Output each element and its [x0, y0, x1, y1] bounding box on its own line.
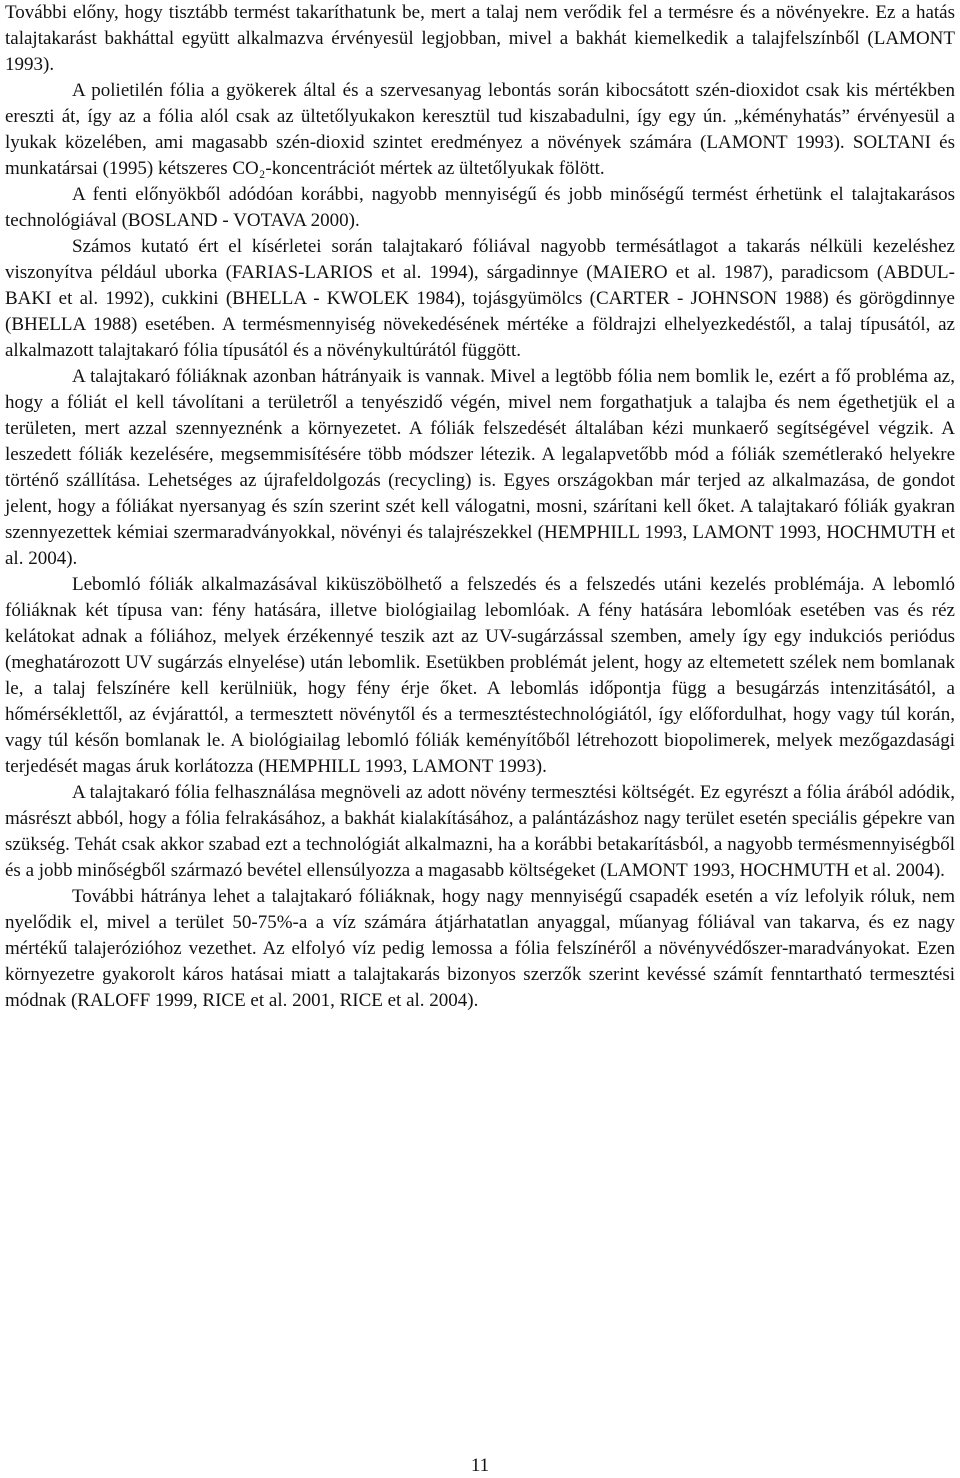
paragraph-5: A talajtakaró fóliáknak azonban hátrányaik is vannak. Mivel a legtöbb fólia nem bomlik le, ezért a fő probléma az, hogy a fóliát el kell távolítani a területről a tenyészidő végén, mivel nem forgathatjuk a talajba és nem égethetjük el a területen, mert azzal szennyeznénk a környezetet. A fóliák felszedését általában kézi munkaerő segítségével végzik. A leszedett fóliák kezelésére, megsemmisítésére több módszer létezik. A legalapvetőbb mód a fóliák szemétlerakó helyekre történő szállítása. Lehetséges az újrafeldolgozás (recycling) is. Egyes országokban már terjed az alkalmazása, de gondot jelent, hogy a fóliákat nyersanyag és szín szerint szét kell válogatni, mosni, szárítani kell őket. A talajtakaró fóliák gyakran szennyezettek kémiai szermaradványokkal, növényi és talajrészekkel (HEMPHILL 1993, LAMONT 1993, HOCHMUTH et al. 2004). [5, 366, 955, 569]
paragraph-2: A polietilén fólia a gyökerek által és a szervesanyag lebontás során kibocsátott szén-dioxidot csak kis mértékben ereszti át, így az a fólia alól csak az ültetőlyukakon keresztül tud kiszabadulni, így egy ún. „kéményhatás” érvényesül a lyukak közelében, ami magasabb szén-dioxid szintet eredményez a növények számára (LAMONT 1993). SOLTANI és munkatársai (1995) kétszeres CO₂-koncentrációt mértek az ültetőlyukak fölött. [5, 80, 955, 179]
paragraph-1: További előny, hogy tisztább termést takaríthatunk be, mert a talaj nem verődik fel a termésre és a növényekre. Ez a hatás talajtakarást bakháttal együtt alkalmazva érvényesül legjobban, mivel a bakhát kiemelkedik a talajfelszínből (LAMONT 1993). [5, 2, 955, 75]
body-text [5, 0, 955, 1014]
page-number: 11 [470, 1455, 490, 1476]
paragraph-4: Számos kutató ért el kísérletei során talajtakaró fóliával nagyobb termésátlagot a takarás nélküli kezeléshez viszonyítva például uborka (FARIAS-LARIOS et al. 1994), sárgadinnye (MAIERO et al. 1987), paradicsom (ABDUL-BAKI et al. 1992), cukkini (BHELLA - KWOLEK 1984), tojásgyümölcs (CARTER - JOHNSON 1988) és görögdinnye (BHELLA 1988) esetében. A termésmennyiség növekedésének mértéke a földrajzi elhelyezkedéstől, a talaj típusától, az alkalmazott talajtakaró fólia típusától és a növénykultúrától függött. [5, 236, 955, 361]
paragraph-8: További hátránya lehet a talajtakaró fóliáknak, hogy nagy mennyiségű csapadék esetén a víz lefolyik róluk, nem nyelődik el, mivel a terület 50-75%-a a víz számára átjárhatatlan anyaggal, műanyag fóliával van takarva, és ez nagy mértékű talajerózióhoz vezethet. Az elfolyó víz pedig lemossa a fólia felszínéről a növényvédőszer-maradványokat. Ezen környezetre gyakorolt káros hatásai miatt a talajtakarás bizonyos szerzők szerint kevéssé számít fenntartható termesztési módnak (RALOFF 1999, RICE et al. 2001, RICE et al. 2004). [5, 886, 955, 1011]
paragraph-3: A fenti előnyökből adódóan korábbi, nagyobb mennyiségű és jobb minőségű termést érhetünk el talajtakarásos technológiával (BOSLAND - VOTAVA 2000). [5, 184, 955, 231]
paragraph-6: Lebomló fóliák alkalmazásával kiküszöbölhető a felszedés és a felszedés utáni kezelés problémája. A lebomló fóliáknak két típusa van: fény hatására, illetve biológiailag lebomlóak. A fény hatására lebomlóak esetében vas és réz kelátokat adnak a fóliához, melyek érzékennyé teszik azt az UV-sugárzással szemben, amely így egy indukciós periódus (meghatározott UV sugárzás elnyelése) után lebomlik. Esetükben problémát jelent, hogy az eltemetett szélek nem bomlanak le, a talaj felszínére kell kerülniük, hogy fény érje őket. A lebomlás időpontja függ a besugárzás intenzitásától, a hőmérséklettől, az évjárattól, a termesztett növénytől és a termesztéstechnológiától, így előfordulhat, hogy vagy túl korán, vagy túl későn bomlanak le. A biológiailag lebomló fóliák keményítőből létrehozott biopolimerek, melyek mezőgazdasági terjedését magas áruk korlátozza (HEMPHILL 1993, LAMONT 1993). [5, 574, 955, 777]
paragraph-7: A talajtakaró fólia felhasználása megnöveli az adott növény termesztési költségét. Ez egyrészt a fólia árából adódik, másrészt abból, hogy a fólia felrakásához, a bakhát kialakításához, a palántázáshoz nagy terület esetén speciális gépekre van szükség. Tehát csak akkor szabad ezt a technológiát alkalmazni, ha a korábbi betakarításból, a nagyobb termésmennyiségből és a jobb minőségből származó bevétel ellensúlyozza a magasabb költségeket (LAMONT 1993, HOCHMUTH et al. 2004). [5, 782, 955, 881]
